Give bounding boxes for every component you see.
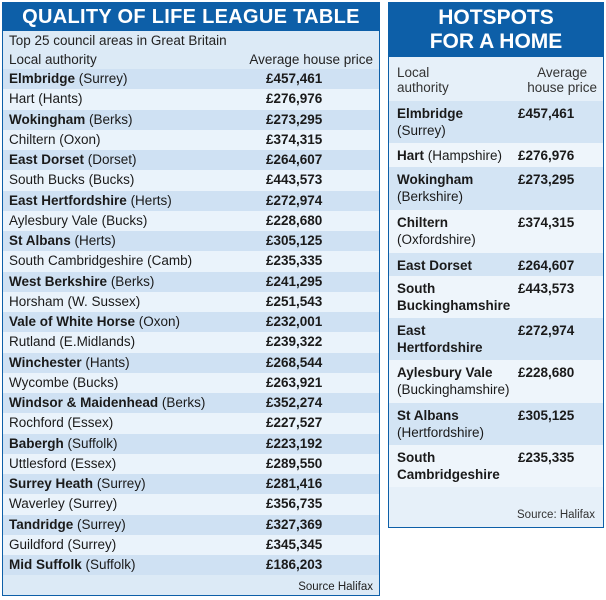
price-cell: £232,001 xyxy=(266,314,323,329)
authority-cell xyxy=(9,353,130,373)
authority-name: Rochford xyxy=(9,415,64,431)
authority-name: East Hertfordshire xyxy=(9,192,127,208)
right-table-source: Source: Halifax xyxy=(517,509,595,521)
price-cell: £352,274 xyxy=(266,395,323,410)
authority-name: East Dorset xyxy=(9,152,85,167)
authority-line2: (Buckinghamshire) xyxy=(397,382,510,397)
authority-region: (Surrey) xyxy=(78,71,128,86)
right-title-line1: HOTSPOTS xyxy=(438,6,554,29)
hotspots-table xyxy=(388,2,604,528)
table-row xyxy=(389,253,603,276)
authority-name: Rutland xyxy=(9,334,56,350)
authority-cell xyxy=(9,413,113,433)
authority-name: Babergh xyxy=(9,435,64,451)
authority-region: (Bucks) xyxy=(101,212,148,228)
price-cell: £186,203 xyxy=(266,557,323,572)
price-cell: £268,544 xyxy=(266,354,323,370)
authority-name: Windsor & Maidenhead xyxy=(9,395,159,410)
price-cell: £305,125 xyxy=(266,233,323,248)
authority-cell xyxy=(9,373,118,393)
table-row xyxy=(3,89,379,109)
authority-line1: St Albans xyxy=(397,408,459,423)
right-col-authority-line1: Local xyxy=(397,65,430,80)
price-cell: £251,543 xyxy=(266,293,323,309)
authority-line1: East xyxy=(397,323,426,338)
price-cell: £443,573 xyxy=(266,172,323,188)
authority-name: Chiltern xyxy=(9,131,56,147)
authority-region: (Surrey) xyxy=(68,496,118,512)
price-cell: £345,345 xyxy=(266,536,323,552)
price-cell: £356,735 xyxy=(266,496,323,512)
authority-cell xyxy=(9,251,192,271)
table-row xyxy=(3,170,379,190)
table-row xyxy=(3,150,379,170)
authority-name: Hart xyxy=(9,91,35,107)
price-cell: £264,607 xyxy=(518,258,575,273)
price-cell: £281,416 xyxy=(266,476,323,491)
authority-name: West Berkshire xyxy=(9,273,108,289)
authority-region: (Berks) xyxy=(89,111,133,127)
authority-line1: South xyxy=(397,281,436,296)
authority-region: (Hampshire) xyxy=(424,148,503,163)
table-row xyxy=(3,474,379,494)
price-cell: £272,974 xyxy=(518,323,575,338)
table-row xyxy=(389,143,603,167)
authority-region: (Berks) xyxy=(161,395,206,410)
price-cell: £305,125 xyxy=(518,408,575,423)
authority-line2: (Surrey) xyxy=(397,123,446,138)
authority-cell xyxy=(9,170,134,190)
authority-cell xyxy=(9,89,83,109)
authority-cell xyxy=(9,231,116,251)
authority-region: (W. Sussex) xyxy=(67,293,141,309)
right-col-header-price xyxy=(527,65,597,95)
price-cell: £263,921 xyxy=(266,374,323,390)
authority-line1: Wokingham xyxy=(397,172,474,187)
table-row xyxy=(389,445,603,487)
authority-name: South Bucks xyxy=(9,172,85,188)
table-row xyxy=(3,110,379,130)
right-table-title xyxy=(389,3,603,57)
authority-line2: Cambridgeshire xyxy=(397,467,500,482)
table-row xyxy=(3,454,379,474)
right-col-header-authority xyxy=(397,65,449,95)
table-row xyxy=(3,231,379,251)
table-row xyxy=(3,515,379,535)
authority-name: Horsham xyxy=(9,293,64,309)
authority-name: Waverley xyxy=(9,496,65,512)
right-table-header xyxy=(389,57,603,101)
authority-cell xyxy=(9,130,101,150)
quality-of-life-table xyxy=(2,2,380,596)
price-cell: £239,322 xyxy=(266,334,323,350)
authority-region: (Berks) xyxy=(110,273,155,289)
authority-cell xyxy=(9,150,137,170)
table-row xyxy=(3,312,379,332)
right-table-body xyxy=(389,101,603,487)
table-row xyxy=(3,69,379,89)
left-table-title: QUALITY OF LIFE LEAGUE TABLE xyxy=(3,3,379,31)
right-col-price-line2: house price xyxy=(527,80,597,95)
price-cell: £264,607 xyxy=(266,152,323,167)
authority-line2: Hertfordshire xyxy=(397,340,483,355)
authority-region: (Surrey) xyxy=(96,476,146,491)
price-cell: £289,550 xyxy=(266,455,323,471)
authority-region: (Camb) xyxy=(147,253,193,269)
authority-name: Winchester xyxy=(9,354,82,370)
authority-region: (Essex) xyxy=(67,415,114,431)
authority-region: (Herts) xyxy=(130,192,172,208)
authority-cell xyxy=(9,332,135,352)
price-cell: £443,573 xyxy=(518,281,575,296)
authority-name: Surrey Heath xyxy=(9,476,94,491)
table-row xyxy=(3,211,379,231)
price-cell: £273,295 xyxy=(518,172,575,187)
authority-region: (Hants) xyxy=(38,91,83,107)
right-col-authority-line2: authority xyxy=(397,80,449,95)
table-row xyxy=(3,413,379,433)
table-row xyxy=(3,251,379,271)
table-row xyxy=(389,276,603,318)
authority-line1: Aylesbury Vale xyxy=(397,365,493,380)
authority-cell xyxy=(9,535,116,555)
authority-cell xyxy=(9,211,147,231)
table-row xyxy=(3,434,379,454)
col-header-authority: Local authority xyxy=(9,52,97,67)
authority-cell xyxy=(9,191,172,211)
left-table-header xyxy=(3,50,379,69)
authority-cell xyxy=(9,272,154,292)
table-row xyxy=(3,332,379,352)
table-row xyxy=(3,373,379,393)
authority-region: (Hants) xyxy=(85,354,130,370)
authority-name: Elmbridge xyxy=(9,71,76,86)
table-row xyxy=(3,292,379,312)
price-cell: £457,461 xyxy=(518,106,575,121)
authority-region: (Suffolk) xyxy=(85,557,136,572)
right-col-price-line1: Average xyxy=(537,65,588,80)
authority-region: (Oxon) xyxy=(59,131,101,147)
price-cell: £235,335 xyxy=(266,253,323,269)
table-row xyxy=(3,555,379,575)
table-row xyxy=(389,360,603,403)
left-table-source: Source Halifax xyxy=(298,581,373,593)
authority-cell xyxy=(9,69,128,89)
authority-region: (E.Midlands) xyxy=(59,334,136,350)
authority-region: (Bucks) xyxy=(72,374,119,390)
price-cell: £327,369 xyxy=(266,516,323,532)
authority-cell xyxy=(9,555,136,575)
col-header-price: Average house price xyxy=(249,52,373,67)
authority-cell xyxy=(9,434,118,454)
authority-region: (Suffolk) xyxy=(67,435,118,451)
authority-cell xyxy=(9,494,117,514)
authority-line2: (Berkshire) xyxy=(397,189,464,204)
table-row xyxy=(3,130,379,150)
authority-region: (Surrey) xyxy=(77,516,126,532)
authority-name: Tandridge xyxy=(9,516,74,532)
price-cell: £276,976 xyxy=(266,91,323,107)
price-cell: £241,295 xyxy=(266,273,323,289)
authority-name: Wokingham xyxy=(9,111,86,127)
table-row xyxy=(3,393,379,413)
authority-name: South Cambridgeshire xyxy=(9,253,144,269)
authority-cell xyxy=(9,474,146,494)
authority-cell xyxy=(9,454,116,474)
authority-line1: East Dorset xyxy=(397,258,473,273)
price-cell: £457,461 xyxy=(266,71,323,86)
authority-name: Vale of White Horse xyxy=(9,314,136,329)
price-cell: £235,335 xyxy=(518,450,575,465)
right-title-line2: FOR A HOME xyxy=(429,30,563,53)
price-cell: £227,527 xyxy=(266,415,323,431)
authority-name: St Albans xyxy=(9,233,71,248)
authority-line1: Chiltern xyxy=(397,215,449,230)
table-row xyxy=(3,535,379,555)
authority-line2: Buckinghamshire xyxy=(397,298,511,313)
authority-region: (Oxon) xyxy=(138,314,181,329)
authority-line2: (Hertfordshire) xyxy=(397,425,485,440)
authority-cell xyxy=(9,312,180,332)
authority-line1: South xyxy=(397,450,436,465)
price-cell: £272,974 xyxy=(266,192,323,208)
price-cell: £228,680 xyxy=(518,365,575,380)
authority-region: (Surrey) xyxy=(67,536,117,552)
table-row xyxy=(3,272,379,292)
authority-region: (Herts) xyxy=(74,233,116,248)
price-cell: £273,295 xyxy=(266,111,323,127)
authority-cell xyxy=(9,515,126,535)
authority-name: Guildford xyxy=(9,536,64,552)
left-table-subtitle: Top 25 council areas in Great Britain xyxy=(9,33,227,48)
price-cell: £374,315 xyxy=(266,131,323,147)
left-table-body xyxy=(3,69,379,575)
authority-region: (Dorset) xyxy=(87,152,137,167)
price-cell: £228,680 xyxy=(266,212,323,228)
table-row xyxy=(389,318,603,360)
table-row xyxy=(389,167,603,210)
table-row xyxy=(389,210,603,253)
table-row xyxy=(3,191,379,211)
table-row xyxy=(389,403,603,445)
price-cell: £223,192 xyxy=(266,435,323,451)
authority-line1: Elmbridge xyxy=(397,106,464,121)
authority-region: (Bucks) xyxy=(88,172,135,188)
authority-line2: (Oxfordshire) xyxy=(397,232,476,247)
authority-name: Hart xyxy=(397,148,425,163)
price-cell: £276,976 xyxy=(518,148,575,163)
authority-name: Uttlesford xyxy=(9,455,67,471)
authority-name: Mid Suffolk xyxy=(9,557,82,572)
authority-name: Wycombe xyxy=(9,374,69,390)
table-row xyxy=(389,101,603,143)
table-row xyxy=(3,353,379,373)
authority-name: Aylesbury Vale xyxy=(9,212,98,228)
authority-cell xyxy=(9,393,205,413)
authority-cell xyxy=(9,292,140,312)
table-row xyxy=(3,494,379,514)
authority-region: (Essex) xyxy=(70,455,117,471)
authority-cell xyxy=(9,110,133,130)
price-cell: £374,315 xyxy=(518,215,575,230)
